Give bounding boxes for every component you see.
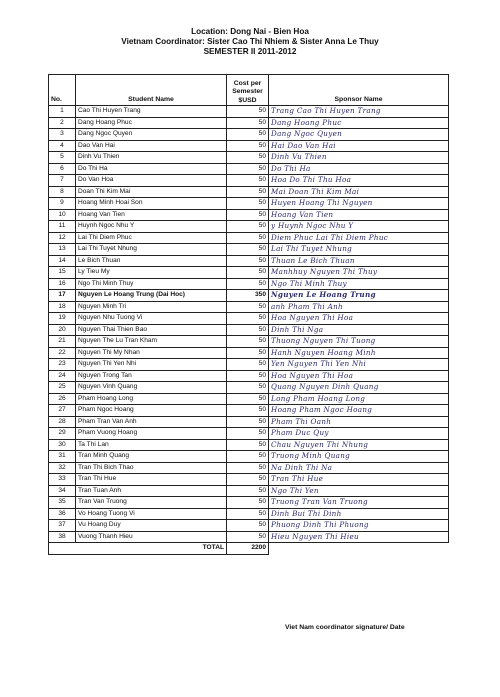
cost-per-semester: 50 [227,347,269,359]
sponsor-signature: Hanh Nguyen Hoang Minh [269,347,449,359]
table-row [49,359,449,371]
student-name: Tran Tuan Anh [76,485,227,497]
cost-per-semester: 50 [227,175,269,187]
sponsor-signature: Trang Cao Thi Huyen Trang [269,106,449,118]
student-name: Pham Vuong Hoang [76,428,227,440]
student-name: Nguyen Vinh Quang [76,382,227,394]
student-name: Nguyen Trong Tan [76,370,227,382]
sponsor-signature: y Huynh Ngoc Nhu Y [269,221,449,233]
cost-per-semester: 50 [227,186,269,198]
student-name: Tran Thi Hue [76,474,227,486]
table-row [49,313,449,325]
cost-per-semester: 50 [227,370,269,382]
row-number: 6 [49,163,76,175]
sponsor-signature: Do Thi Ha [269,163,449,175]
row-number: 7 [49,175,76,187]
sponsor-signature: Na Dinh Thi Na [269,462,449,474]
student-name: Nguyen Minh Tri [76,301,227,313]
cost-per-semester: 50 [227,359,269,371]
row-number: 13 [49,244,76,256]
cost-per-semester: 50 [227,313,269,325]
table-row [49,520,449,532]
cost-per-semester: 50 [227,336,269,348]
sponsor-signature: Thuong Nguyen Thi Tuong [269,336,449,348]
row-number: 5 [49,152,76,164]
table-row [49,416,449,428]
table-row [49,347,449,359]
sponsor-signature: Hoa Nguyen Thi Hoa [269,313,449,325]
student-name: Pham Ngoc Hoang [76,405,227,417]
student-name: Dao Van Hai [76,140,227,152]
cost-per-semester: 50 [227,324,269,336]
sponsor-signature: Pham Duc Quy [269,428,449,440]
cost-per-semester: 50 [227,255,269,267]
student-name: Nguyen Nhu Tuong Vi [76,313,227,325]
sponsor-signature: Dang Hoang Phuc [269,117,449,129]
row-number: 10 [49,209,76,221]
sponsor-signature: Diem Phuc Lai Thi Diem Phuc [269,232,449,244]
table-row [49,405,449,417]
student-name: Huynh Ngoc Nhu Y [76,221,227,233]
sponsor-signature: Dinh Thi Nga [269,324,449,336]
cost-per-semester: 50 [227,405,269,417]
col-sponsor-header: Sponsor Name [269,75,449,106]
student-name: Doan Thi Kim Mai [76,186,227,198]
student-name: Lai Thi Diem Phuc [76,232,227,244]
row-number: 26 [49,393,76,405]
student-name: Ly Tieu My [76,267,227,279]
table-row [49,497,449,509]
cost-per-semester: 50 [227,428,269,440]
cost-per-semester: 50 [227,531,269,543]
table-row [49,244,449,256]
row-number: 29 [49,428,76,440]
cost-per-semester: 50 [227,117,269,129]
row-number: 38 [49,531,76,543]
cost-per-semester: 50 [227,451,269,463]
semester-title: SEMESTER II 2011-2012 [203,47,297,56]
table-row [49,393,449,405]
row-number: 19 [49,313,76,325]
sponsor-signature: Nguyen Le Hoang Trung [269,290,449,302]
total-value: 2200 [227,543,269,555]
student-name: Pham Tran Van Anh [76,416,227,428]
cost-per-semester: 50 [227,508,269,520]
sponsor-signature: Dinh Vu Thien [269,152,449,164]
cost-per-semester: 50 [227,416,269,428]
row-number: 36 [49,508,76,520]
sponsor-signature: Hai Dao Van Hai [269,140,449,152]
table-row [49,382,449,394]
row-number: 2 [49,117,76,129]
sponsor-signature: Long Pham Hoang Long [269,393,449,405]
document-header [0,27,500,57]
student-name: Nguyen Thi Yen Nhi [76,359,227,371]
cost-per-semester: 50 [227,129,269,141]
cost-per-semester: 50 [227,106,269,118]
sponsor-table [48,74,449,555]
row-number: 33 [49,474,76,486]
table-row [49,451,449,463]
sponsor-signature: Truong Tran Van Truong [269,497,449,509]
sponsor-signature: Manhhuy Nguyen Thi Thuy [269,267,449,279]
table-row [49,324,449,336]
row-number: 18 [49,301,76,313]
table-row [49,106,449,118]
student-name: Nguyen The Lu Tran Kham [76,336,227,348]
table-row [49,462,449,474]
table-row [49,117,449,129]
student-name: Ta Thi Lan [76,439,227,451]
student-name: Tran Minh Quang [76,451,227,463]
sponsor-signature: Hoa Do Thi Thu Hoa [269,175,449,187]
table-row [49,508,449,520]
table-row [49,336,449,348]
row-number: 17 [49,290,76,302]
sponsor-signature: Lai Thi Tuyet Nhung [269,244,449,256]
row-number: 8 [49,186,76,198]
row-number: 27 [49,405,76,417]
student-name: Lai Thi Tuyet Nhung [76,244,227,256]
row-number: 32 [49,462,76,474]
location-title: Location: Dong Nai - Bien Hoa [191,27,309,36]
table-row [49,140,449,152]
sponsor-signature: Thuan Le Bich Thuan [269,255,449,267]
row-number: 16 [49,278,76,290]
col-student-header: Student Name [76,75,227,106]
student-name: Dang Ngoc Quyen [76,129,227,141]
cost-per-semester: 50 [227,382,269,394]
row-number: 34 [49,485,76,497]
cost-per-semester: 50 [227,485,269,497]
table-body [49,106,449,543]
sponsor-signature: Ngo Thi Minh Thuy [269,278,449,290]
cost-per-semester: 50 [227,462,269,474]
row-number: 4 [49,140,76,152]
table-row [49,278,449,290]
row-number: 23 [49,359,76,371]
cost-per-semester: 50 [227,301,269,313]
col-cost-header: Cost per Semester $USD [227,75,269,106]
total-spacer [269,543,449,555]
student-name: Le Bich Thuan [76,255,227,267]
row-number: 15 [49,267,76,279]
student-name: Dang Hoang Phuc [76,117,227,129]
col-no-header: No. [49,75,76,106]
cost-per-semester: 50 [227,140,269,152]
student-name: Nguyen Thi My Nhan [76,347,227,359]
cost-per-semester: 50 [227,393,269,405]
row-number: 14 [49,255,76,267]
sponsor-signature: Chau Nguyen Thi Nhung [269,439,449,451]
row-number: 21 [49,336,76,348]
student-name: Tran Van Truong [76,497,227,509]
row-number: 37 [49,520,76,532]
student-name: Do Thi Ha [76,163,227,175]
student-name: Tran Thi Bich Thao [76,462,227,474]
cost-per-semester: 50 [227,232,269,244]
table-row [49,290,449,302]
sponsor-signature: Huyen Hoang Thi Nguyen [269,198,449,210]
student-name: Nguyen Thai Thien Bao [76,324,227,336]
cost-per-semester: 50 [227,244,269,256]
student-name: Ngo Thi Minh Thuy [76,278,227,290]
sponsor-signature: Truong Minh Quang [269,451,449,463]
student-name: Hoang Van Tien [76,209,227,221]
table-row [49,267,449,279]
student-name: Vo Hoang Tuong Vi [76,508,227,520]
student-name: Cao Thi Huyen Trang [76,106,227,118]
table-row [49,301,449,313]
student-name: Pham Hoang Long [76,393,227,405]
cost-per-semester: 50 [227,497,269,509]
coordinator-title: Vietnam Coordinator: Sister Cao Thi Nhiem & Sister Anna Le Thuy [121,37,379,46]
total-label: TOTAL [49,543,227,555]
table-row [49,485,449,497]
table-row [49,221,449,233]
row-number: 11 [49,221,76,233]
table-row [49,531,449,543]
sponsor-signature: Hoang Van Tien [269,209,449,221]
row-number: 28 [49,416,76,428]
sponsor-signature: Pham Thi Oanh [269,416,449,428]
table-row [49,175,449,187]
table-row [49,129,449,141]
sponsor-signature: Hoang Pham Ngoc Hoang [269,405,449,417]
sponsor-signature: Dinh Bui Thi Dinh [269,508,449,520]
row-number: 12 [49,232,76,244]
cost-per-semester: 50 [227,209,269,221]
sponsor-signature: Mai Doan Thi Kim Mai [269,186,449,198]
table-row [49,232,449,244]
sponsor-signature: Phuong Dinh Thi Phuong [269,520,449,532]
row-number: 20 [49,324,76,336]
cost-per-semester: 50 [227,221,269,233]
sponsor-signature: Hieu Nguyen Thi Hieu [269,531,449,543]
cost-per-semester: 50 [227,163,269,175]
sponsor-signature: Ngo Thi Yen [269,485,449,497]
student-name: Do Van Hoa [76,175,227,187]
cost-per-semester: 50 [227,152,269,164]
table-row [49,428,449,440]
cost-per-semester: 50 [227,198,269,210]
sponsor-signature: Quang Nguyen Dinh Quang [269,382,449,394]
row-number: 22 [49,347,76,359]
table-row [49,186,449,198]
row-number: 31 [49,451,76,463]
row-number: 35 [49,497,76,509]
cost-per-semester: 350 [227,290,269,302]
table-row [49,209,449,221]
student-name: Dinh Vu Thien [76,152,227,164]
sponsor-signature: Yen Nguyen Thi Yen Nhi [269,359,449,371]
table-row [49,163,449,175]
row-number: 9 [49,198,76,210]
table-row [49,439,449,451]
table-row [49,152,449,164]
cost-per-semester: 50 [227,474,269,486]
coordinator-signature-label: Viet Nam coordinator signature/ Date [285,624,405,631]
row-number: 3 [49,129,76,141]
sponsor-signature: Tran Thi Hue [269,474,449,486]
table-row [49,198,449,210]
table-row [49,370,449,382]
row-number: 25 [49,382,76,394]
row-number: 24 [49,370,76,382]
table-row [49,255,449,267]
cost-per-semester: 50 [227,520,269,532]
cost-per-semester: 50 [227,267,269,279]
sponsor-signature: Hoa Nguyen Thi Hoa [269,370,449,382]
cost-per-semester: 50 [227,278,269,290]
sponsor-signature: anh Pham Thi Anh [269,301,449,313]
row-number: 1 [49,106,76,118]
row-number: 30 [49,439,76,451]
cost-per-semester: 50 [227,439,269,451]
student-name: Nguyen Le Hoang Trung (Dai Hoc) [76,290,227,302]
sponsor-signature: Dang Ngoc Quyen [269,129,449,141]
student-name: Vu Hoang Duy [76,520,227,532]
table-row [49,474,449,486]
student-name: Hoang Minh Hoai Son [76,198,227,210]
student-name: Vuong Thanh Hieu [76,531,227,543]
